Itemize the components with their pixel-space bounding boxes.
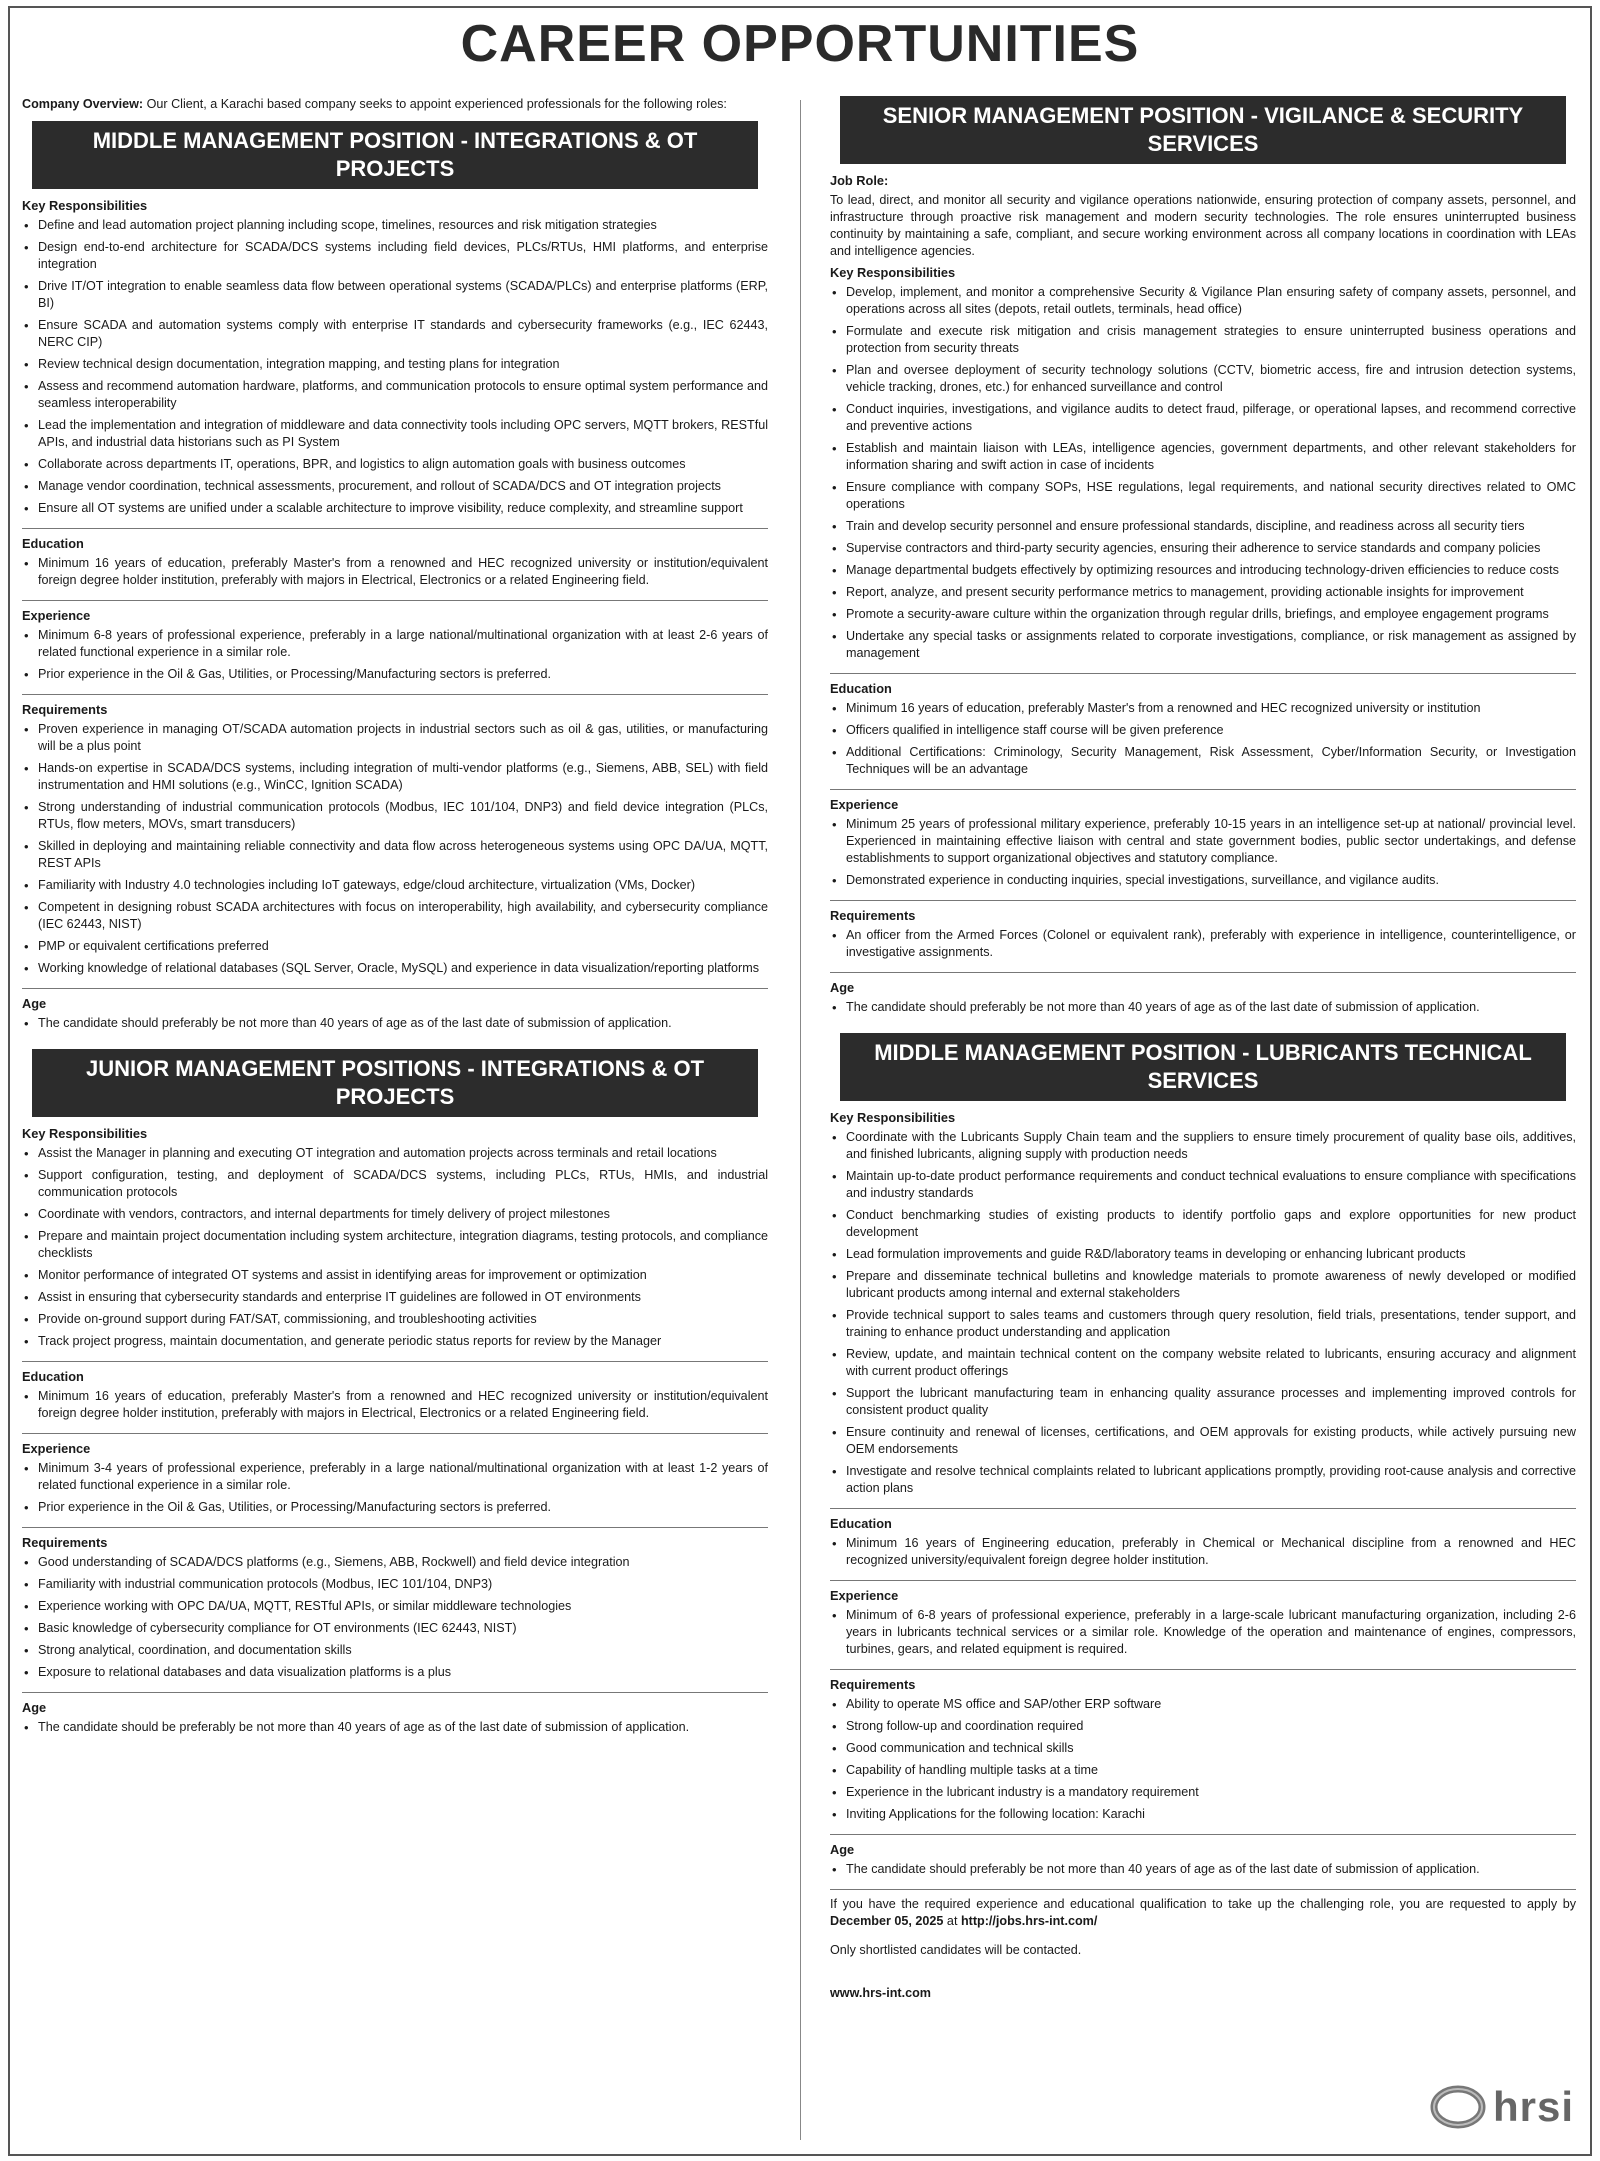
bullet-item: • Provide technical support to sales teams and customers through query resolution, field trials, presentations, tender support, and training to enhance product understanding and application <box>830 1307 1576 1341</box>
section-heading: Education <box>830 681 892 696</box>
bullet-item: • Plan and oversee deployment of security technology solutions (CCTV, biometric access, fire and intrusion detection systems, vehicle tracking, drones, etc.) for enhanced surveillance and control <box>830 362 1576 396</box>
job-title-banner: MIDDLE MANAGEMENT POSITION - LUBRICANTS TECHNICAL SERVICES <box>840 1033 1566 1101</box>
education-list <box>22 555 768 589</box>
education-section <box>22 535 768 601</box>
bullet-item: • Assist in ensuring that cybersecurity standards and enterprise IT guidelines are followed in OT environments <box>22 1289 768 1306</box>
section-heading: Education <box>22 1369 84 1384</box>
requirements-section <box>830 907 1576 973</box>
bullet-item: • Experience working with OPC DA/UA, MQTT, RESTful APIs, or similar middleware technologies <box>22 1598 768 1615</box>
overview-label: Company Overview: <box>22 97 144 111</box>
bullet-item: • Investigate and resolve technical complaints related to lubricant applications promptly, providing root-cause analysis and corrective action plans <box>830 1463 1576 1497</box>
bullet-item: • Minimum of 6-8 years of professional experience, preferably in a large-scale lubricant manufacturing organization, including 2-6 years in lubricants technical services or a similar role. Knowledge of the operation and maintenance of engines, compressors, turbines, gears, and related equipment is required. <box>830 1607 1576 1658</box>
apply-deadline: December 05, 2025 <box>830 1914 944 1928</box>
bullet-item: • Familiarity with industrial communication protocols (Modbus, IEC 101/104, DNP3) <box>22 1576 768 1593</box>
bullet-item: • Minimum 16 years of Engineering education, preferably in Chemical or Mechanical discipline from a renowned and HEC recognized university/equivalent foreign degree holder institution. <box>830 1535 1576 1569</box>
bullet-item: • The candidate should be preferably be not more than 40 years of age as of the last date of submission of application. <box>22 1719 768 1736</box>
education-list <box>830 1535 1576 1569</box>
bullet-item: • Prior experience in the Oil & Gas, Utilities, or Processing/Manufacturing sectors is preferred. <box>22 666 768 683</box>
bullet-item: • Define and lead automation project planning including scope, timelines, resources and risk mitigation strategies <box>22 217 768 234</box>
bullet-item: • Experience in the lubricant industry is a mandatory requirement <box>830 1784 1576 1801</box>
bullet-item: • Basic knowledge of cybersecurity compliance for OT environments (IEC 62443, NIST) <box>22 1620 768 1637</box>
section-heading: Education <box>830 1516 892 1531</box>
bullet-item: • Prior experience in the Oil & Gas, Utilities, or Processing/Manufacturing sectors is preferred. <box>22 1499 768 1516</box>
bullet-item: • Capability of handling multiple tasks at a time <box>830 1762 1576 1779</box>
apply-link[interactable]: http://jobs.hrs-int.com/ <box>960 1914 1098 1928</box>
requirements-list <box>22 1554 768 1681</box>
requirements-section <box>22 701 768 989</box>
section-heading: Age <box>830 980 855 995</box>
bullet-item: • Competent in designing robust SCADA architectures with focus on interoperability, high availability, and cybersecurity compliance (IEC 62443, NIST) <box>22 899 768 933</box>
bullet-item: • Proven experience in managing OT/SCADA automation projects in industrial sectors such as oil & gas, utilities, or manufacturing will be a plus point <box>22 721 768 755</box>
website-link[interactable]: www.hrs-int.com <box>830 1986 931 2000</box>
age-list <box>22 1015 768 1032</box>
bullet-item: • Ensure SCADA and automation systems comply with enterprise IT standards and cybersecurity frameworks (e.g., IEC 62443, NERC CIP) <box>22 317 768 351</box>
column-divider <box>800 100 801 2140</box>
age-section <box>22 1699 768 1747</box>
experience-section <box>830 1587 1576 1670</box>
bullet-item: • Monitor performance of integrated OT systems and assist in identifying areas for improvement or optimization <box>22 1267 768 1284</box>
key-responsibilities-section <box>830 264 1576 674</box>
bullet-item: • Develop, implement, and monitor a comprehensive Security & Vigilance Plan ensuring safety of company assets, personnel, and operations across all sites (depots, retail outlets, terminals, head office) <box>830 284 1576 318</box>
bullet-item: • Provide on-ground support during FAT/SAT, commissioning, and troubleshooting activities <box>22 1311 768 1328</box>
bullet-item: • Manage vendor coordination, technical assessments, procurement, and rollout of SCADA/DCS and OT integration projects <box>22 478 768 495</box>
bullet-item: • Working knowledge of relational databases (SQL Server, Oracle, MySQL) and experience in data visualization/reporting platforms <box>22 960 768 977</box>
bullet-item: • Demonstrated experience in conducting inquiries, special investigations, surveillance, and vigilance audits. <box>830 872 1576 889</box>
bullet-item: • An officer from the Armed Forces (Colonel or equivalent rank), preferably with experience in intelligence, counterintelligence, or investigative assignments. <box>830 927 1576 961</box>
section-heading: Experience <box>830 797 899 812</box>
age-list <box>830 1861 1576 1878</box>
right-column <box>830 96 1576 2002</box>
experience-section <box>22 607 768 695</box>
bullet-item: • Train and develop security personnel and ensure professional standards, discipline, and readiness across all security tiers <box>830 518 1576 535</box>
bullet-item: • Familiarity with Industry 4.0 technologies including IoT gateways, edge/cloud architecture, virtualization (VMs, Docker) <box>22 877 768 894</box>
bullet-item: • The candidate should preferably be not more than 40 years of age as of the last date of submission of application. <box>830 999 1576 1016</box>
bullet-item: • Minimum 3-4 years of professional experience, preferably in a large national/multinational organization with at least 1-2 years of related functional experience in a similar role. <box>22 1460 768 1494</box>
key-responsibilities-list <box>830 1129 1576 1497</box>
experience-list <box>22 627 768 683</box>
section-heading: Experience <box>22 608 91 623</box>
key-responsibilities-section <box>22 197 768 529</box>
requirements-list <box>830 927 1576 961</box>
job-sr-vigilance <box>830 96 1576 1027</box>
bullet-item: • Support configuration, testing, and deployment of SCADA/DCS systems, including PLCs, RTUs, HMIs, and industrial communication protocols <box>22 1167 768 1201</box>
bullet-item: • Minimum 25 years of professional military experience, preferably 10-15 years in an intelligence set-up at national/ provincial level. Experienced in maintaining effective liaison with central and state government bodies, public sector undertakings, and defense establishments to support organizational objectives and statutory compliance. <box>830 816 1576 867</box>
age-section <box>830 979 1576 1027</box>
section-heading: Requirements <box>830 908 916 923</box>
bullet-item: • Hands-on expertise in SCADA/DCS systems, including integration of multi-vendor platforms (e.g., Siemens, ABB, SEL) with field instrumentation and HMI solutions (e.g., WinCC, Ignition SCADA) <box>22 760 768 794</box>
bullet-item: • Strong analytical, coordination, and documentation skills <box>22 1642 768 1659</box>
education-section <box>830 1515 1576 1581</box>
bullet-item: • Skilled in deploying and maintaining reliable connectivity and data flow across heterogeneous systems using OPC DA/UA, MQTT, REST APIs <box>22 838 768 872</box>
bullet-item: • Conduct benchmarking studies of existing products to identify portfolio gaps and explore opportunities for new product development <box>830 1207 1576 1241</box>
bullet-item: • Review, update, and maintain technical content on the company website related to lubricants, ensuring accuracy and alignment with current product offerings <box>830 1346 1576 1380</box>
bullet-item: • Coordinate with the Lubricants Supply Chain team and the suppliers to ensure timely procurement of quality base oils, additives, and finished lubricants, aligning supply with production needs <box>830 1129 1576 1163</box>
key-responsibilities-section <box>22 1125 768 1362</box>
bullet-item: • Design end-to-end architecture for SCADA/DCS systems including field devices, PLCs/RTUs, HMI platforms, and enterprise integration <box>22 239 768 273</box>
bullet-item: • The candidate should preferably be not more than 40 years of age as of the last date of submission of application. <box>830 1861 1576 1878</box>
job-role-text: To lead, direct, and monitor all security and vigilance operations nationwide, ensuring protection of company assets, personnel, and infrastructure through proactive risk management and modern security technologies. The role ensures uninterrupted business continuity by maintaining a safe, compliant, and secure working environment across all company locations in coordination with LEAs and intelligence agencies. <box>830 193 1576 258</box>
education-list <box>830 700 1576 778</box>
page-title: CAREER OPPORTUNITIES <box>460 15 1140 73</box>
bullet-item: • Assist the Manager in planning and executing OT integration and automation projects across terminals and retail locations <box>22 1145 768 1162</box>
key-responsibilities-list <box>22 1145 768 1350</box>
bullet-item: • Review technical design documentation, integration mapping, and testing plans for integration <box>22 356 768 373</box>
bullet-item: • Ensure all OT systems are unified under a scalable architecture to improve visibility, reduce complexity, and streamline support <box>22 500 768 517</box>
key-responsibilities-section <box>830 1109 1576 1509</box>
bullet-item: • Officers qualified in intelligence staff course will be given preference <box>830 722 1576 739</box>
left-column <box>22 96 768 1753</box>
bullet-item: • Good understanding of SCADA/DCS platforms (e.g., Siemens, ABB, Rockwell) and field device integration <box>22 1554 768 1571</box>
bullet-item: • Strong follow-up and coordination required <box>830 1718 1576 1735</box>
bullet-item: • Report, analyze, and present security performance metrics to management, providing actionable insights for improvement <box>830 584 1576 601</box>
experience-list <box>830 1607 1576 1658</box>
age-section <box>830 1841 1576 1890</box>
bullet-item: • Lead formulation improvements and guide R&D/laboratory teams in developing or enhancing lubricant products <box>830 1246 1576 1263</box>
bullet-item: • Supervise contractors and third-party security agencies, ensuring their adherence to service standards and company policies <box>830 540 1576 557</box>
job-title-banner: JUNIOR MANAGEMENT POSITIONS - INTEGRATIONS & OT PROJECTS <box>32 1049 758 1117</box>
bullet-item: • The candidate should preferably be not more than 40 years of age as of the last date of submission of application. <box>22 1015 768 1032</box>
section-heading: Experience <box>22 1441 91 1456</box>
bullet-item: • Drive IT/OT integration to enable seamless data flow between operational systems (SCADA/PLCs) and enterprise platforms (ERP, BI) <box>22 278 768 312</box>
bullet-item: • Support the lubricant manufacturing team in enhancing quality assurance processes and implementing improved controls for consistent product quality <box>830 1385 1576 1419</box>
bullet-item: • Conduct inquiries, investigations, and vigilance audits to detect fraud, pilferage, or operational lapses, and recommend corrective and preventive actions <box>830 401 1576 435</box>
bullet-item: • Establish and maintain liaison with LEAs, intelligence agencies, government departments, and other relevant stakeholders for information sharing and swift action in case of incidents <box>830 440 1576 474</box>
hrsi-logo <box>1429 2083 1574 2131</box>
bullet-item: • Lead the implementation and integration of middleware and data connectivity tools including OPC servers, MQTT brokers, RESTful APIs, and industrial data historians such as PI System <box>22 417 768 451</box>
age-list <box>22 1719 768 1736</box>
bullet-item: • Additional Certifications: Criminology, Security Management, Risk Assessment, Cyber/Information Security, or Investigation Techniques will be an advantage <box>830 744 1576 778</box>
age-list <box>830 999 1576 1016</box>
bullet-item: • Prepare and disseminate technical bulletins and knowledge materials to promote awareness of newly developed or modified lubricant products among internal and external stakeholders <box>830 1268 1576 1302</box>
bullet-item: • Minimum 16 years of education, preferably Master's from a renowned and HEC recognized university or institution/equivalent foreign degree holder institution, preferably with majors in Electrical, Electronics or a related Engineering field. <box>22 555 768 589</box>
section-heading: Requirements <box>830 1677 916 1692</box>
bullet-item: • Prepare and maintain project documentation including system architecture, integration diagrams, testing protocols, and compliance checklists <box>22 1228 768 1262</box>
bullet-item: • Ability to operate MS office and SAP/other ERP software <box>830 1696 1576 1713</box>
section-heading: Key Responsibilities <box>22 198 148 213</box>
section-heading: Education <box>22 536 84 551</box>
bullet-item: • Strong understanding of industrial communication protocols (Modbus, IEC 101/104, DNP3) and field device integration (PLCs, RTUs, flow meters, MOVs, smart transducers) <box>22 799 768 833</box>
section-heading: Age <box>22 996 47 1011</box>
experience-list <box>830 816 1576 889</box>
bullet-item: • Formulate and execute risk mitigation and crisis management strategies to ensure uninterrupted business operations and protection from security threats <box>830 323 1576 357</box>
job-role-section <box>830 172 1576 260</box>
apply-text: If you have the required experience and educational qualification to take up the challenging role, you are requested to apply by <box>830 1897 1576 1911</box>
apply-instructions <box>830 1896 1576 1930</box>
bullet-item: • Minimum 16 years of education, preferably Master's from a renowned and HEC recognized university or institution/equivalent foreign degree holder institution, preferably with majors in Electrical, Electronics or a related Engineering field. <box>22 1388 768 1422</box>
education-list <box>22 1388 768 1422</box>
job-mid-lubricants <box>830 1033 1576 1890</box>
section-heading: Key Responsibilities <box>22 1126 148 1141</box>
section-heading: Job Role: <box>830 173 889 188</box>
education-section <box>22 1368 768 1434</box>
bullet-item: • Collaborate across departments IT, operations, BPR, and logistics to align automation goals with business outcomes <box>22 456 768 473</box>
bullet-item: • PMP or equivalent certifications preferred <box>22 938 768 955</box>
bullet-item: • Minimum 16 years of education, preferably Master's from a renowned and HEC recognized university or institution <box>830 700 1576 717</box>
age-section <box>22 995 768 1043</box>
requirements-list <box>22 721 768 977</box>
bullet-item: • Undertake any special tasks or assignments related to corporate investigations, compliance, or risk management as assigned by management <box>830 628 1576 662</box>
section-heading: Requirements <box>22 1535 108 1550</box>
overview-text: Our Client, a Karachi based company seeks to appoint experienced professionals for the following roles: <box>143 97 727 111</box>
logo-text: hrsi <box>1492 2083 1574 2130</box>
bullet-item: • Minimum 6-8 years of professional experience, preferably in a large national/multinational organization with at least 2-6 years of related functional experience in a similar role. <box>22 627 768 661</box>
section-heading: Experience <box>830 1588 899 1603</box>
key-responsibilities-list <box>830 284 1576 662</box>
key-responsibilities-list <box>22 217 768 517</box>
requirements-section <box>22 1534 768 1693</box>
job-title-banner: MIDDLE MANAGEMENT POSITION - INTEGRATIONS & OT PROJECTS <box>32 121 758 189</box>
bullet-item: • Ensure compliance with company SOPs, HSE regulations, legal requirements, and national security directives related to OMC operations <box>830 479 1576 513</box>
section-heading: Age <box>830 1842 855 1857</box>
job-title-banner: SENIOR MANAGEMENT POSITION - VIGILANCE & SECURITY SERVICES <box>840 96 1566 164</box>
section-heading: Key Responsibilities <box>830 265 956 280</box>
section-heading: Age <box>22 1700 47 1715</box>
requirements-list <box>830 1696 1576 1823</box>
experience-section <box>830 796 1576 901</box>
job-jr-integrations <box>22 1049 768 1747</box>
bullet-item: • Good communication and technical skills <box>830 1740 1576 1757</box>
apply-connector: at <box>943 1914 961 1928</box>
company-overview <box>22 96 768 113</box>
bullet-item: • Ensure continuity and renewal of licenses, certifications, and OEM approvals for existing products, while actively pursuing new OEM endorsements <box>830 1424 1576 1458</box>
section-heading: Key Responsibilities <box>830 1110 956 1125</box>
section-heading: Requirements <box>22 702 108 717</box>
bullet-item: • Maintain up-to-date product performance requirements and conduct technical evaluations to ensure compliance with specifications and industry standards <box>830 1168 1576 1202</box>
bullet-item: • Assess and recommend automation hardware, platforms, and communication protocols to ensure optimal system performance and seamless interoperability <box>22 378 768 412</box>
bullet-item: • Exposure to relational databases and data visualization platforms is a plus <box>22 1664 768 1681</box>
hrsi-ring-icon <box>1429 2084 1487 2130</box>
education-section <box>830 680 1576 790</box>
shortlist-note: Only shortlisted candidates will be contacted. <box>830 1943 1082 1957</box>
bullet-item: • Track project progress, maintain documentation, and generate periodic status reports for review by the Manager <box>22 1333 768 1350</box>
bullet-item: • Coordinate with vendors, contractors, and internal departments for timely delivery of project milestones <box>22 1206 768 1223</box>
bullet-item: • Promote a security-aware culture within the organization through regular drills, briefings, and employee engagement programs <box>830 606 1576 623</box>
requirements-section <box>830 1676 1576 1835</box>
job-mid-integrations <box>22 121 768 1043</box>
bullet-item: • Inviting Applications for the following location: Karachi <box>830 1806 1576 1823</box>
experience-list <box>22 1460 768 1516</box>
experience-section <box>22 1440 768 1528</box>
bullet-item: • Manage departmental budgets effectively by optimizing resources and introducing technology-driven efficiencies to reduce costs <box>830 562 1576 579</box>
